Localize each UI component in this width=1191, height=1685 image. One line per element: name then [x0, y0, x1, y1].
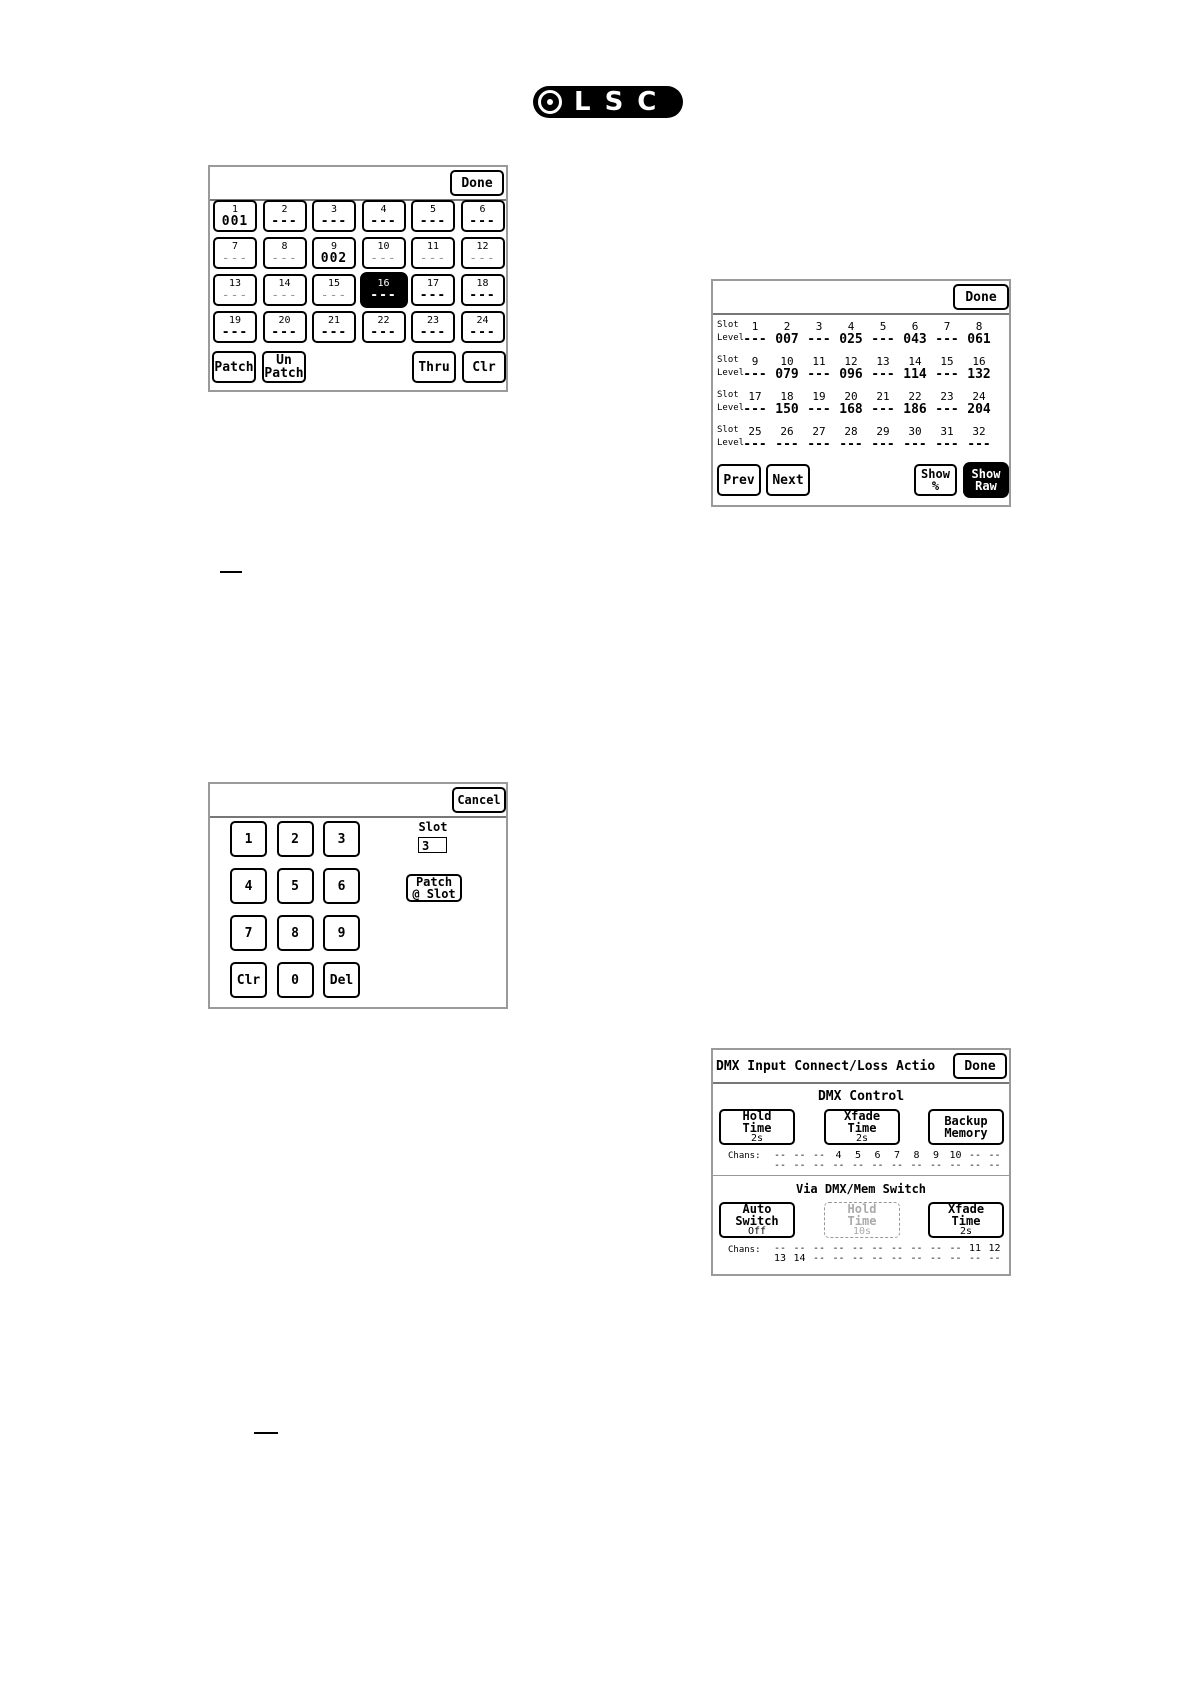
prev-button[interactable]: Prev	[717, 464, 761, 496]
level-value: ---	[871, 332, 895, 347]
channel-assignment: 14	[793, 1253, 806, 1264]
slot-number: 15	[940, 355, 954, 368]
cell-value: 001	[221, 213, 249, 229]
cell-number: 1	[231, 203, 239, 215]
slot-number: 12	[844, 355, 858, 368]
decorative-rule	[254, 1432, 278, 1434]
slot-number: 23	[940, 390, 954, 403]
cell-value: ---	[320, 287, 348, 303]
channel-assignment: --	[851, 1253, 865, 1264]
show-percent-line1: Show	[921, 467, 950, 481]
slot-number: 1	[751, 320, 759, 333]
cell-value: ---	[370, 213, 397, 229]
channel-assignment: --	[851, 1243, 865, 1254]
slot-number: 21	[876, 390, 890, 403]
level-value: 150	[775, 402, 799, 417]
cell-value: ---	[419, 324, 447, 340]
channel-assignment: --	[910, 1243, 923, 1254]
key-1[interactable]: 1	[230, 821, 267, 857]
cell-number: 3	[330, 203, 338, 215]
patch-cell-23[interactable]	[411, 311, 455, 343]
cell-value: ---	[320, 213, 348, 229]
cell-value: ---	[271, 287, 298, 303]
screen-title: DMX Input Connect/Loss Actio	[716, 1059, 936, 1074]
xfade-time-line1: Xfade	[843, 1109, 881, 1123]
patch-cell-18[interactable]	[461, 274, 505, 306]
slot-number: 2	[783, 320, 791, 333]
patch-cell-10[interactable]	[362, 237, 406, 269]
level-row-label: Level	[717, 333, 745, 343]
channel-assignment: --	[949, 1253, 962, 1264]
slot-number: 29	[876, 425, 890, 438]
level-value: 168	[839, 402, 863, 417]
slot-keypad-screen	[208, 782, 508, 1009]
level-value: ---	[807, 332, 831, 347]
channel-assignment: --	[773, 1160, 787, 1171]
slot-number: 28	[844, 425, 858, 438]
slot-number: 31	[940, 425, 954, 438]
patch-cell-17[interactable]	[411, 274, 455, 306]
switch-hold-time-line2: Time	[847, 1214, 877, 1228]
level-value: ---	[807, 437, 831, 452]
channel-assignment: --	[871, 1243, 884, 1254]
patch-at-slot-button[interactable]	[406, 874, 462, 902]
switch-xfade-time-line1: Xfade	[947, 1202, 985, 1216]
backup-memory-line1: Backup	[944, 1114, 988, 1128]
level-value: 061	[967, 332, 991, 347]
cell-number: 13	[228, 277, 242, 289]
patch-cell-12[interactable]	[461, 237, 505, 269]
cell-number: 4	[380, 203, 387, 215]
cell-number: 10	[377, 240, 390, 252]
level-value: ---	[903, 437, 927, 452]
key-0[interactable]: 0	[277, 962, 314, 998]
cell-number: 8	[281, 240, 288, 252]
level-value: ---	[935, 437, 959, 452]
channel-assignment: --	[910, 1253, 923, 1264]
dmx-control-heading: DMX Control	[817, 1089, 905, 1104]
slot-number: 19	[812, 390, 826, 403]
slot-number: 27	[812, 425, 826, 438]
patch-cell-1[interactable]	[213, 200, 257, 232]
decorative-rule	[220, 571, 242, 573]
channel-assignment: --	[832, 1243, 845, 1254]
channel-assignment: --	[793, 1160, 806, 1171]
cell-value: ---	[271, 250, 298, 266]
slot-number: 30	[908, 425, 922, 438]
level-row-label: Level	[717, 403, 745, 413]
slot-number: 25	[748, 425, 762, 438]
level-value: ---	[935, 402, 959, 417]
channel-assignment: --	[929, 1243, 943, 1254]
cell-value: ---	[469, 213, 496, 229]
patch-cell-22[interactable]	[362, 311, 406, 343]
slot-number: 10	[780, 355, 794, 368]
level-row-label: Level	[717, 368, 745, 378]
unpatch-label-line1: Un	[276, 353, 292, 368]
patch-cell-5[interactable]	[411, 200, 455, 232]
channel-assignment: --	[812, 1253, 826, 1264]
level-value: ---	[807, 402, 831, 417]
channel-assignment: --	[988, 1150, 1001, 1161]
channel-assignment: 6	[874, 1150, 881, 1161]
clr-button[interactable]: Clr	[462, 351, 506, 383]
slot-number: 24	[972, 390, 986, 403]
cell-value: ---	[271, 213, 298, 229]
cell-value: ---	[469, 287, 496, 303]
channel-assignment: --	[910, 1160, 923, 1171]
slot-number: 5	[879, 320, 887, 333]
cell-value: ---	[221, 287, 249, 303]
hold-time-line1: Hold	[742, 1109, 772, 1123]
patch-cell-19[interactable]	[213, 311, 257, 343]
patch-cell-2[interactable]	[263, 200, 307, 232]
cancel-button[interactable]: Cancel	[452, 787, 506, 813]
slot-number: 13	[876, 355, 890, 368]
cell-value: ---	[370, 287, 397, 303]
slot-number: 32	[972, 425, 986, 438]
level-value: ---	[967, 437, 991, 452]
cell-number: 22	[377, 314, 390, 326]
level-value: ---	[743, 437, 767, 452]
hold-time-button[interactable]	[719, 1109, 795, 1145]
switch-xfade-time-value: 2s	[959, 1226, 973, 1237]
channel-assignment: 8	[913, 1150, 920, 1161]
patch-cell-7[interactable]	[213, 237, 257, 269]
auto-switch-line2: Switch	[735, 1214, 779, 1228]
slot-row-label: Slot	[717, 425, 739, 435]
channel-assignment: 7	[893, 1150, 901, 1161]
channel-assignment: --	[988, 1160, 1001, 1171]
level-value: 186	[903, 402, 927, 417]
channel-assignment: 12	[988, 1243, 1001, 1254]
channel-assignment: 9	[932, 1150, 940, 1161]
hold-time-line2: Time	[742, 1121, 772, 1135]
cell-number: 11	[426, 240, 440, 252]
level-value: 132	[967, 367, 991, 382]
slot-number: 8	[975, 320, 983, 333]
cell-number: 12	[476, 240, 489, 252]
chans-label-2: Chans:	[728, 1245, 761, 1255]
patch-at-slot-line1: Patch	[415, 875, 453, 889]
channel-assignment: --	[929, 1160, 943, 1171]
level-value: 025	[839, 332, 863, 347]
auto-switch-button[interactable]	[719, 1202, 795, 1238]
cell-value: ---	[469, 324, 496, 340]
cell-number: 16	[377, 277, 390, 289]
level-value: ---	[807, 367, 831, 382]
slot-number: 20	[844, 390, 858, 403]
level-value: ---	[743, 332, 767, 347]
slot-number: 3	[815, 320, 823, 333]
auto-switch-value: Off	[747, 1226, 767, 1237]
key-8[interactable]: 8	[277, 915, 314, 951]
cell-value: ---	[221, 250, 249, 266]
logo-text: LSC	[574, 87, 671, 117]
cell-value: ---	[271, 324, 298, 340]
cell-number: 17	[426, 277, 440, 289]
backup-memory-line2: Memory	[944, 1126, 988, 1140]
slot-row-label: Slot	[717, 355, 739, 365]
patch-cell-9[interactable]	[312, 237, 356, 269]
cell-value: ---	[221, 324, 249, 340]
thru-button[interactable]: Thru	[412, 351, 456, 383]
slot-number: 9	[751, 355, 759, 368]
patch-cell-3[interactable]	[312, 200, 356, 232]
slot-number: 6	[911, 320, 919, 333]
slot-row-label: Slot	[717, 390, 739, 400]
unpatch-label-line2: Patch	[264, 366, 304, 381]
auto-switch-line1: Auto	[742, 1202, 772, 1216]
key-6[interactable]: 6	[323, 868, 360, 904]
done-button[interactable]: Done	[953, 284, 1009, 310]
cell-number: 21	[327, 314, 341, 326]
channel-assignment: --	[890, 1160, 904, 1171]
level-value: 204	[967, 402, 991, 417]
channel-assignment: --	[890, 1253, 904, 1264]
slot-number: 26	[780, 425, 794, 438]
slot-number: 17	[748, 390, 762, 403]
cell-number: 2	[281, 203, 288, 215]
channel-assignment: --	[929, 1253, 943, 1264]
cell-value: ---	[469, 250, 496, 266]
patch-cell-21[interactable]	[312, 311, 356, 343]
key-del[interactable]: Del	[323, 962, 360, 998]
channel-assignment: 11	[968, 1243, 982, 1254]
done-button[interactable]: Done	[953, 1053, 1007, 1079]
done-button[interactable]: Done	[450, 170, 504, 196]
channel-assignment: 13	[773, 1253, 787, 1264]
cell-value: ---	[370, 324, 397, 340]
switch-xfade-time-button[interactable]	[928, 1202, 1004, 1238]
cell-number: 24	[476, 314, 489, 326]
level-value: ---	[775, 437, 799, 452]
level-value: ---	[743, 367, 767, 382]
channel-assignment: --	[949, 1243, 962, 1254]
channel-assignment: --	[812, 1160, 826, 1171]
channel-assignment: --	[871, 1160, 884, 1171]
patch-cell-8[interactable]	[263, 237, 307, 269]
patch-screen	[208, 165, 508, 392]
key-5[interactable]: 5	[277, 868, 314, 904]
channel-assignment: --	[773, 1150, 787, 1161]
show-raw-line1: Show	[971, 467, 1001, 481]
key-7[interactable]: 7	[230, 915, 267, 951]
cell-number: 6	[479, 203, 486, 215]
level-value: ---	[871, 437, 895, 452]
level-value: ---	[839, 437, 863, 452]
slot-number: 11	[812, 355, 826, 368]
cell-value: ---	[370, 250, 397, 266]
key-3[interactable]: 3	[323, 821, 360, 857]
channel-assignment: --	[871, 1253, 884, 1264]
cell-number: 19	[228, 314, 242, 326]
channel-assignment: --	[890, 1243, 904, 1254]
level-value: ---	[871, 402, 895, 417]
slot-number: 22	[908, 390, 922, 403]
cell-number: 18	[476, 277, 489, 289]
show-percent-button[interactable]	[914, 464, 957, 496]
patch-cell-20[interactable]	[263, 311, 307, 343]
slot-number: 16	[972, 355, 986, 368]
channel-assignment: --	[773, 1243, 787, 1254]
channel-assignment: --	[832, 1160, 845, 1171]
channel-assignment: --	[988, 1253, 1001, 1264]
channel-assignment: --	[968, 1253, 982, 1264]
show-percent-line2: %	[931, 479, 940, 493]
level-value: 096	[839, 367, 863, 382]
slot-row-label: Slot	[717, 320, 739, 330]
backup-memory-button[interactable]	[928, 1109, 1004, 1145]
dmx-input-screen	[711, 1048, 1011, 1276]
slot-number: 18	[780, 390, 794, 403]
cell-number: 15	[327, 277, 341, 289]
level-value: 043	[903, 332, 927, 347]
slot-number: 4	[847, 320, 855, 333]
hold-time-value: 2s	[750, 1133, 764, 1144]
channel-assignment: --	[851, 1160, 865, 1171]
key-4[interactable]: 4	[230, 868, 267, 904]
channel-assignment: --	[968, 1160, 982, 1171]
show-raw-button[interactable]	[965, 464, 1007, 496]
channel-assignment: --	[812, 1243, 826, 1254]
switch-hold-time-value: 10s	[852, 1226, 872, 1237]
level-row-label: Level	[717, 438, 745, 448]
level-value: 079	[775, 367, 799, 382]
cell-value: ---	[419, 287, 447, 303]
via-dmx-mem-switch-heading: Via DMX/Mem Switch	[795, 1182, 927, 1196]
key-2[interactable]: 2	[277, 821, 314, 857]
patch-cell-14[interactable]	[263, 274, 307, 306]
xfade-time-line2: Time	[847, 1121, 877, 1135]
channel-assignment: --	[949, 1160, 962, 1171]
level-value: ---	[935, 367, 959, 382]
channel-assignment: --	[832, 1253, 845, 1264]
switch-hold-time-line1: Hold	[847, 1202, 877, 1216]
slot-label: Slot	[418, 820, 448, 834]
channel-assignment: --	[812, 1150, 826, 1161]
patch-cell-6[interactable]	[461, 200, 505, 232]
logo-mark-icon	[538, 90, 562, 114]
patch-at-slot-line2: @ Slot	[412, 887, 456, 901]
channel-assignment: --	[793, 1243, 806, 1254]
channel-assignment: 10	[949, 1150, 962, 1161]
cell-number: 7	[231, 240, 239, 252]
slot-number: 14	[908, 355, 922, 368]
channel-assignment: --	[793, 1150, 806, 1161]
xfade-time-value: 2s	[855, 1133, 869, 1144]
channel-assignment: 4	[835, 1150, 842, 1161]
channel-assignment: --	[968, 1150, 982, 1161]
patch-button[interactable]: Patch	[212, 351, 256, 383]
key-9[interactable]: 9	[323, 915, 360, 951]
level-value: ---	[935, 332, 959, 347]
patch-cell-11[interactable]	[411, 237, 455, 269]
patch-cell-24[interactable]	[461, 311, 505, 343]
switch-xfade-time-line2: Time	[951, 1214, 981, 1228]
cell-value: ---	[419, 250, 447, 266]
chans-label: Chans:	[728, 1151, 761, 1161]
section-divider	[713, 1175, 1009, 1176]
cell-number: 23	[426, 314, 440, 326]
slot-number: 7	[943, 320, 951, 333]
switch-hold-time-button[interactable]	[824, 1202, 900, 1238]
cell-value: 002	[320, 250, 348, 266]
xfade-time-button[interactable]	[824, 1109, 900, 1145]
channel-assignment: 5	[854, 1150, 862, 1161]
cell-value: ---	[320, 324, 348, 340]
cell-number: 5	[429, 203, 437, 215]
level-value: ---	[871, 367, 895, 382]
slot-input[interactable]: 3	[418, 837, 447, 853]
lsc-logo	[533, 86, 683, 118]
level-value: 007	[775, 332, 799, 347]
cell-number: 9	[330, 240, 338, 252]
next-button[interactable]: Next	[766, 464, 810, 496]
level-value: 114	[903, 367, 927, 382]
cell-number: 14	[278, 277, 291, 289]
unpatch-button[interactable]	[262, 351, 306, 383]
patch-cell-13[interactable]	[213, 274, 257, 306]
patch-cell-4[interactable]	[362, 200, 406, 232]
cell-number: 20	[278, 314, 291, 326]
patch-cell-16[interactable]	[362, 274, 406, 306]
cell-value: ---	[419, 213, 447, 229]
level-value: ---	[743, 402, 767, 417]
patch-cell-15[interactable]	[312, 274, 356, 306]
show-raw-line2: Raw	[975, 479, 997, 493]
dmx-levels-screen	[711, 279, 1011, 507]
key-clr[interactable]: Clr	[230, 962, 267, 998]
